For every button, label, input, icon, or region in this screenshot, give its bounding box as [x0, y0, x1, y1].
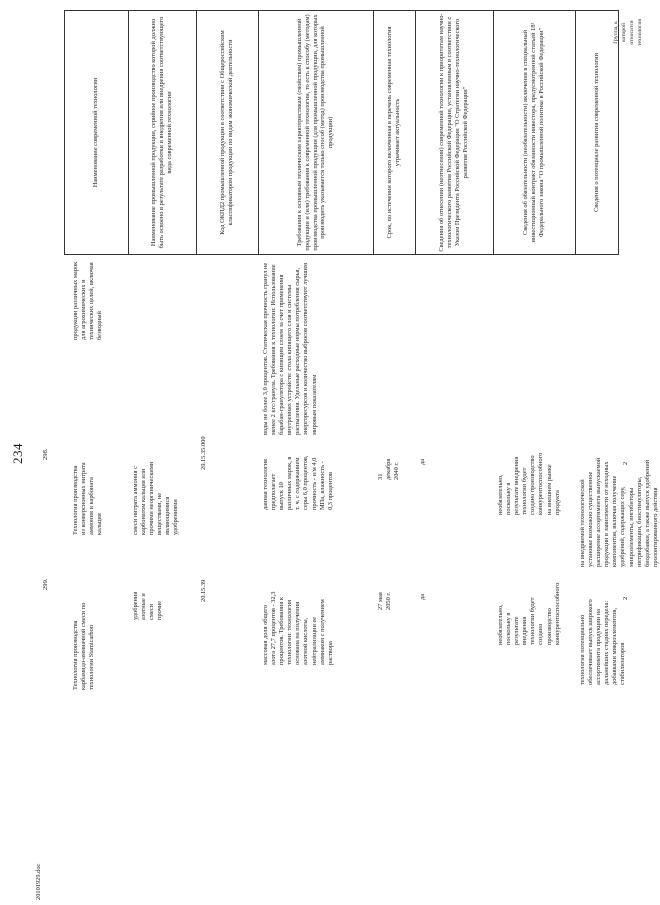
deadline: 31 декабря 2040 г.	[377, 458, 401, 480]
deadline: 27 мая 2050 г.	[377, 592, 393, 610]
potential: на внедряемой технологической установке возможно существенное расширение ассортимента выпускаемой продукции в зависимости от исходных компонентов, включая получение удобрений, содержащих серу, микроэлементы, ингибиторы нитрификации, биостимуляторы, биодобавки, а также выпуск удобрений пролонгированного действия	[579, 457, 659, 567]
header-deadline: Срок, по истечении которого включенная в перечень современная технология утрачивает актуальность	[386, 26, 401, 239]
row-number: 299.	[42, 578, 49, 590]
header-obligation: Сведения об обязательности (необязательности) включения в специальный инвестиционный контракт обязанности инвестора, предусмотренной статьей 18¹ Федерального закона "О промышленной политике в Российской Федерации"	[522, 22, 545, 243]
okpd2-code: 20.15.39	[200, 579, 207, 602]
technology-name: Технология производства из конверсионных нитрата аммония и карбоната кальция	[72, 462, 104, 535]
requirements: данная технология предполагает выпуск 10 различных марок, в т. ч. с содержанием серы 6,0 процентов, прочность - н/м 4,0 МПа, влажность - 0,3 процентов	[262, 455, 334, 510]
header-technology-name: Наименование современной технологии	[92, 77, 100, 188]
header-requirements: Требования к основным техническим характеристикам (свойствам) промышленной продукции и (или) требования к современной технологии, то есть к способу (методам) производства промышленной продукции (для промышленной продукции, для которых производить указывается только способ (метод) производства промышленной продукции)	[295, 14, 335, 251]
header-group: Группа, к которой относится технология	[613, 19, 643, 46]
priority-flag: да	[419, 458, 426, 465]
document-footer: 20101929.doc	[35, 863, 42, 900]
obligation: необязательно, поскольку в результате внедрения технологии будет создано производство конкурентоспособного на внешнем рынке продукта	[497, 452, 561, 515]
continuation-requirements: воды не более 3,0 процентов. Статическая прочность гранул не менее 2 кгс/гранула. Требования к технологии: Использование барабан-гранулятора с кипящим слоем за счет применения внутренних устройств: стола кипящего слоя и системы распыления. Удельные расходные нормы потребления сырья, энергоресурсов и количество выбросов соответствуют лучшим мировым показателям	[262, 262, 318, 435]
header-okpd2-code: Код ОКПД2 промышленной продукции в соответствии с Общероссийским классификатором продукции по видам экономической деятельности	[219, 30, 234, 235]
continuation-technology-name: продукции различных марок для агрохимических и технических целей, включая безводный	[72, 261, 104, 340]
group-number: 2	[622, 596, 629, 600]
header-product-name: Наименование промышленной продукции, серийное производство которой должно быть освоено в результате разработки и внедрения или внедрения соответствующего вида современной технологии	[150, 16, 173, 249]
header-potential: Сведения о потенциале развития современной технологии	[592, 52, 600, 213]
group-number: 2	[622, 461, 629, 465]
row-number: 298.	[42, 448, 49, 460]
page-number: 234	[10, 443, 25, 464]
okpd2-code: 20.15.35.000	[200, 436, 207, 470]
obligation: необязательно, поскольку в результате внедрения технологии будет создано производство конкурентоспособного	[497, 582, 561, 645]
technology-name: Технология производства карбамидо-аммиачной смеси по технологии Stamicarbon	[72, 602, 96, 690]
header-priority: Сведения об отнесении (неотнесении) современной технологии к приоритетам научно-технологического развития Российской Федерации, установленным в соответствии с Указом Президента Российской Федерации "О Стратегии научно-технологического развития Российской Федерации"	[438, 13, 469, 252]
potential: технология потенциально обеспечивает выпуск широкого ассортимента продукции на дальнейших стадиях передела: добавками микроэлементов, стабилизаторов	[579, 599, 627, 685]
product-name: смеси нитрата аммония с карбонатом кальция или прочими неорганическими веществами, не являющимися удобрениями	[132, 461, 180, 535]
product-name: удобрения азотные и смеси прочие	[132, 591, 164, 620]
priority-flag: да	[419, 593, 426, 600]
requirements: массовая доля общего азота 27,7 процентов - 32,3 процентов. Требования к технологии: технология основана на получении азотной кислоты, нейтрализации ее аммиаком с получением раствора	[262, 591, 334, 665]
